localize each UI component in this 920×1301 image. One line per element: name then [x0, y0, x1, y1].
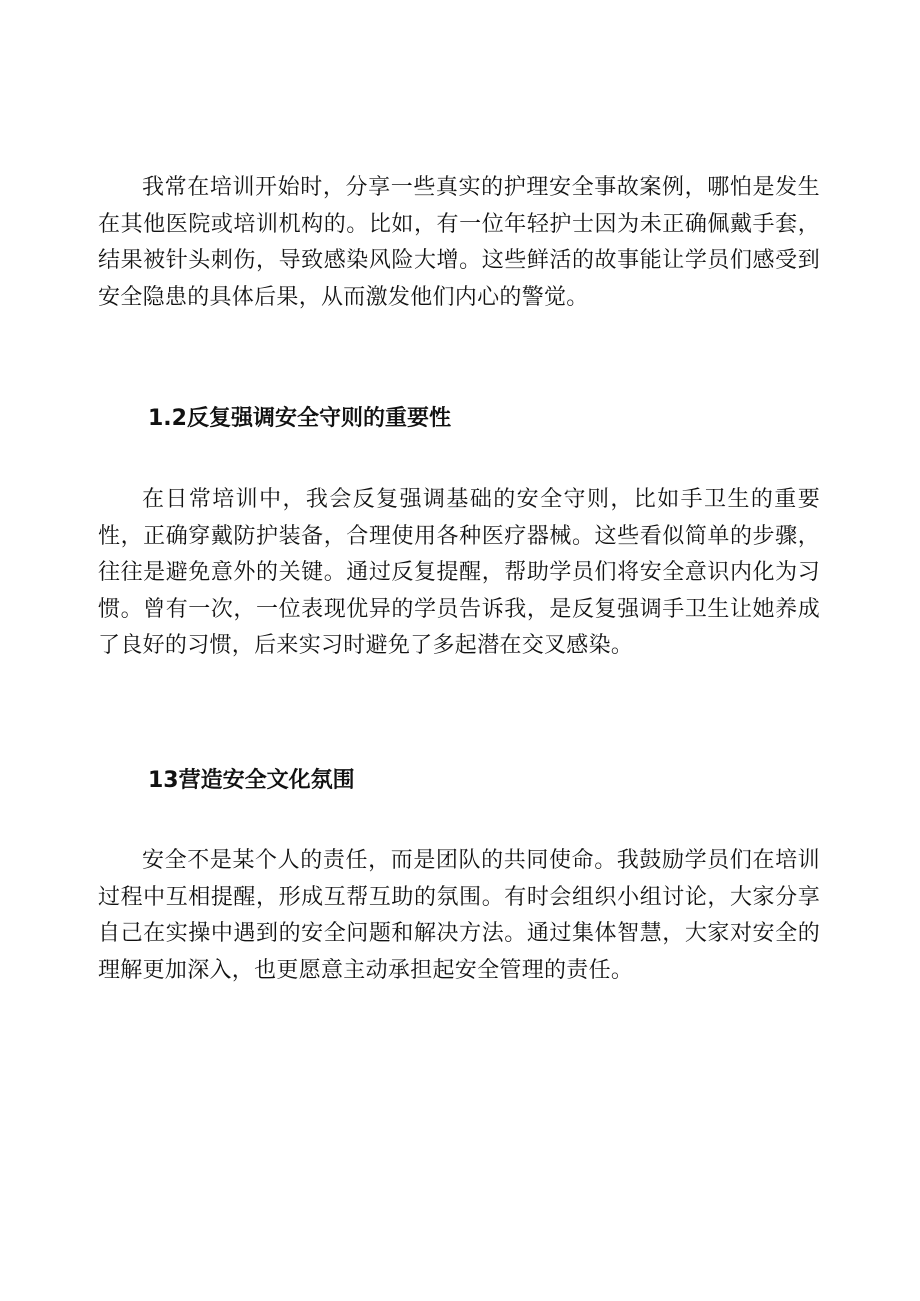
paragraph-safety-culture: 安全不是某个人的责任，而是团队的共同使命。我鼓励学员们在培训过程中互相提醒，形成互帮互助的氛围。有时会组织小组讨论，大家分享自己在实操中遇到的安全问题和解决方法。通过集体智慧，大家对安全的理解更加深入，也更愿意主动承担起安全管理的责任。 [98, 848, 820, 983]
section-heading-1-2: 1.2反复强调安全守则的重要性 [148, 406, 451, 431]
paragraph-safety-rules: 在日常培训中，我会反复强调基础的安全守则，比如手卫生的重要性，正确穿戴防护装备，合理使用各种医疗器械。这些看似简单的步骤，往往是避免意外的关键。通过反复提醒，帮助学员们将安全意识内化为习惯。曾有一次，一位表现优异的学员告诉我，是反复强调手卫生让她养成了良好的习惯，后来实习时避免了多起潜在交叉感染。 [98, 487, 820, 658]
section-heading-1-3: 13营造安全文化氛围 [148, 768, 355, 793]
paragraph-case-sharing: 我常在培训开始时，分享一些真实的护理安全事故案例，哪怕是发生在其他医院或培训机构的。比如，有一位年轻护士因为未正确佩戴手套，结果被针头刺伤，导致感染风险大增。这些鲜活的故事能让学员们感受到安全隐患的具体后果，从而激发他们内心的警觉。 [98, 175, 820, 310]
